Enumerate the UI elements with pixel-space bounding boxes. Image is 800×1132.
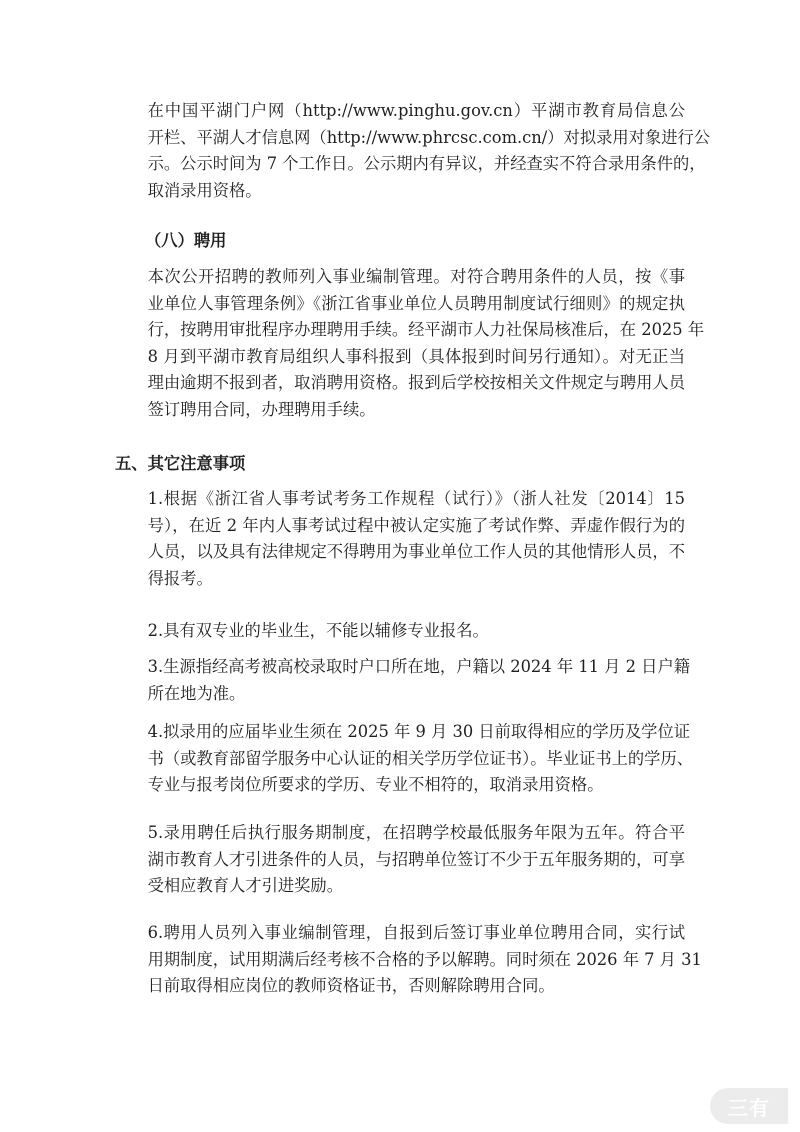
text-line: 5.录用聘任后执行服务期制度，在招聘学校最低服务年限为五年。符合平 <box>147 823 685 842</box>
paragraph-publicity <box>115 98 711 204</box>
text-line: 6.聘用人员列入事业编制管理，自报到后签订事业单位聘用合同，实行试 <box>147 923 685 942</box>
text-line: 号），在近 2 年内人事考试过程中被认定实施了考试作弊、弄虚作假行为的 <box>147 515 685 535</box>
note-item-6 <box>115 920 702 1000</box>
text-line: 取消录用资格。 <box>147 180 262 200</box>
text-line: 日前取得相应岗位的教师资格证书，否则解除聘用合同。 <box>147 976 555 996</box>
text-line: 2.具有双专业的毕业生，不能以辅修专业报名。 <box>147 621 489 640</box>
note-item-1 <box>115 486 685 592</box>
text-line: 业单位人事管理条例》《浙江省事业单位人员聘用制度试行细则》的规定执 <box>147 293 685 313</box>
paragraph-employment <box>115 264 705 424</box>
text-line: 湖市教育人才引进条件的人员，与招聘单位签订不少于五年服务期的，可享 <box>147 849 685 869</box>
text-line: 理由逾期不报到者，取消聘用资格。报到后学校按相关文件规定与聘用人员 <box>147 373 685 393</box>
text-line: 在中国平湖门户网（http://www.pinghu.gov.cn）平湖市教育局信息公 <box>147 101 685 120</box>
text-line: 示。公示时间为 7 个工作日。公示期内有异议，并经查实不符合录用条件的， <box>147 154 706 174</box>
text-line: 开栏、平湖人才信息网（http://www.phrcsc.com.cn/）对拟录用对象进行公 <box>147 127 711 147</box>
note-item-3 <box>115 654 691 707</box>
note-item-2 <box>115 618 685 645</box>
text-line: 用期制度，试用期满后经考核不合格的予以解聘。同时须在 2026 年 7 月 31 <box>147 949 702 969</box>
text-line: 8 月到平湖市教育局组织人事科报到（具体报到时间另行通知）。对无正当 <box>147 346 685 366</box>
text-line: 4.拟录用的应届毕业生须在 2025 年 9 月 30 日前取得相应的学历及学位证 <box>147 722 691 741</box>
text-line: 所在地为准。 <box>147 683 246 703</box>
text-line: 人员，以及具有法律规定不得聘用为事业单位工作人员的其他情形人员，不 <box>147 542 685 562</box>
text-line: 3.生源指经高考被高校录取时户口所在地，户籍以 2024 年 11 月 2 日户籍 <box>147 657 691 676</box>
text-line: 签订聘用合同，办理聘用手续。 <box>147 399 376 419</box>
section-heading-notes: 五、其它注意事项 <box>115 454 246 473</box>
text-line: 1.根据《浙江省人事考试考务工作规程（试行）》（浙人社发〔2014〕15 <box>147 489 685 508</box>
text-line: 受相应教育人才引进奖励。 <box>147 876 343 896</box>
watermark-logo: 三有 <box>710 1088 788 1124</box>
note-item-4 <box>115 719 694 799</box>
text-line: 专业与报考岗位所要求的学历、专业不相符的，取消录用资格。 <box>147 775 604 795</box>
section-heading-employment: （八）聘用 <box>145 231 227 250</box>
text-line: 书（或教育部留学服务中心认证的相关学历学位证书）。毕业证书上的学历、 <box>147 748 694 768</box>
note-item-5 <box>115 820 685 900</box>
text-line: 本次公开招聘的教师列入事业编制管理。对符合聘用条件的人员，按《事 <box>147 267 685 286</box>
text-line: 行，按聘用审批程序办理聘用手续。经平湖市人力社保局核准后，在 2025 年 <box>147 320 705 340</box>
text-line: 得报考。 <box>147 568 213 588</box>
